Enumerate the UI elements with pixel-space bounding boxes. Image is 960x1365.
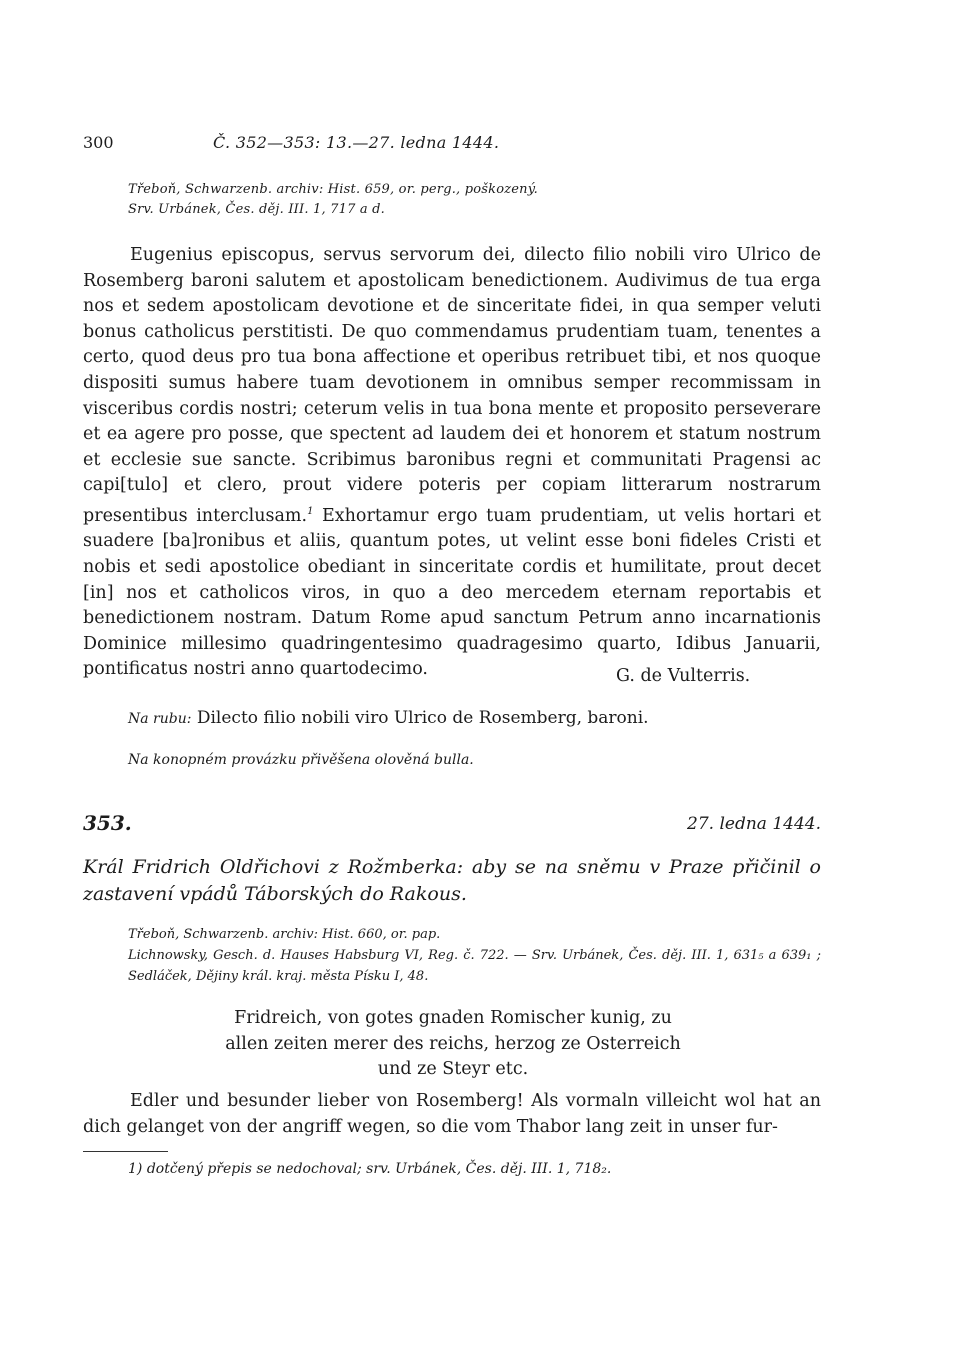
page-number: 300 bbox=[83, 133, 114, 152]
margin-note-label: Na rubu: bbox=[128, 711, 192, 727]
doc352-text-part2: Exhortamur ergo tuam prudentiam, ut velis hortari et suadere [ba]ronibus et aliis, quantum potes, ut velint esse boni fideles Cristi et nobis et sedi apostolice obediant in sinceritate cordis et humilitate, prout decet [in] nos et catholicos viros, in quo a deo mercedem eternam reportabis et benedictionem nostram. Datum Rome apud sanctum Petrum anno incarnationis Dominice millesimo quadringentesimo quadragesimo quarto, Idibus Januarii, pontificatus nostri anno quartodecimo. bbox=[83, 505, 821, 680]
source-353-line-1: Třeboň, Schwarzenb. archiv: Hist. 660, or. pap. bbox=[128, 927, 441, 942]
margin-note bbox=[128, 708, 649, 728]
source-line-1: Třeboň, Schwarzenb. archiv: Hist. 659, or. perg., poškozený. bbox=[128, 182, 538, 197]
footnote-divider bbox=[83, 1151, 168, 1152]
intitulatio-line: Fridreich, von gotes gnaden Romischer kunig, zu bbox=[234, 1008, 672, 1028]
document-number: 353. bbox=[83, 811, 132, 835]
source-353-line-2: Lichnowsky, Gesch. d. Hauses Habsburg VI, Reg. č. 722. — Srv. Urbánek, Čes. děj. III. 1, 631₅ a 639₁ ; Sedláček, Dějiny král. kraj. města Písku I, 48. bbox=[128, 948, 821, 984]
footnote-mark: 1 bbox=[307, 505, 314, 517]
doc352-text-part1: Eugenius episcopus, servus servorum dei, dilecto filio nobili viro Ulrico de Rosemberg baroni salutem et apostolicam benedictionem. Audivimus de tua erga nos et sedem apostolicam devotione et de sinceritate fidei, in qua semper veluti bonus catholicus perstitisti. De quo commendamus prudentiam tuam, tenentes a certo, quod deus pro tua bona affectione et operibus retribuet tibi, et nos quoque dispositi sumus habere tuam devotionem in omnibus semper recommissam in visceribus cordis nostri; ceterum velis in tua bona mente et proposito perseverare et ea agere pro posse, que spectent ad laudem dei et honorem et statum nostrum et ecclesie sue sancte. Scribimus baronibus regni et communitati Pragensi ac capi[tulo] et clero, prout videre poteris per copiam litterarum nostrarum presentibus interclusam. bbox=[83, 245, 821, 526]
footnote: 1) dotčený přepis se nedochoval; srv. Urbánek, Čes. děj. III. 1, 718₂. bbox=[128, 1161, 612, 1177]
page-header bbox=[83, 133, 821, 157]
intitulatio bbox=[203, 1006, 703, 1083]
document-date: 27. ledna 1444. bbox=[687, 814, 821, 834]
document-353-text: Edler und besunder lieber von Rosemberg! Als vormaln villeicht wol hat an dich gelanget von der angriff wegen, so die vom Thabor lang zeit in unser fur- bbox=[83, 1091, 821, 1137]
margin-note-text: Dilecto filio nobili viro Ulrico de Rosemberg, baroni. bbox=[196, 708, 649, 728]
seal-note: Na konopném provázku přivěšena olověná bulla. bbox=[128, 752, 474, 768]
intitulatio-line: und ze Steyr etc. bbox=[377, 1059, 529, 1080]
document-353-sources bbox=[128, 924, 821, 987]
running-title: Č. 352—353: 13.—27. ledna 1444. bbox=[213, 133, 500, 152]
regest: Král Fridrich Oldřichovi z Rožmberka: aby se na sněmu v Praze přičinil o zastavení vpádů Táborských do Rakous. bbox=[83, 856, 821, 905]
signature: G. de Vulterris. bbox=[616, 666, 751, 686]
source-line-2: Srv. Urbánek, Čes. děj. III. 1, 717 a d. bbox=[128, 202, 386, 217]
intitulatio-line: allen zeiten merer des reichs, herzog ze Osterreich bbox=[225, 1033, 681, 1054]
document-352-text bbox=[83, 243, 821, 683]
